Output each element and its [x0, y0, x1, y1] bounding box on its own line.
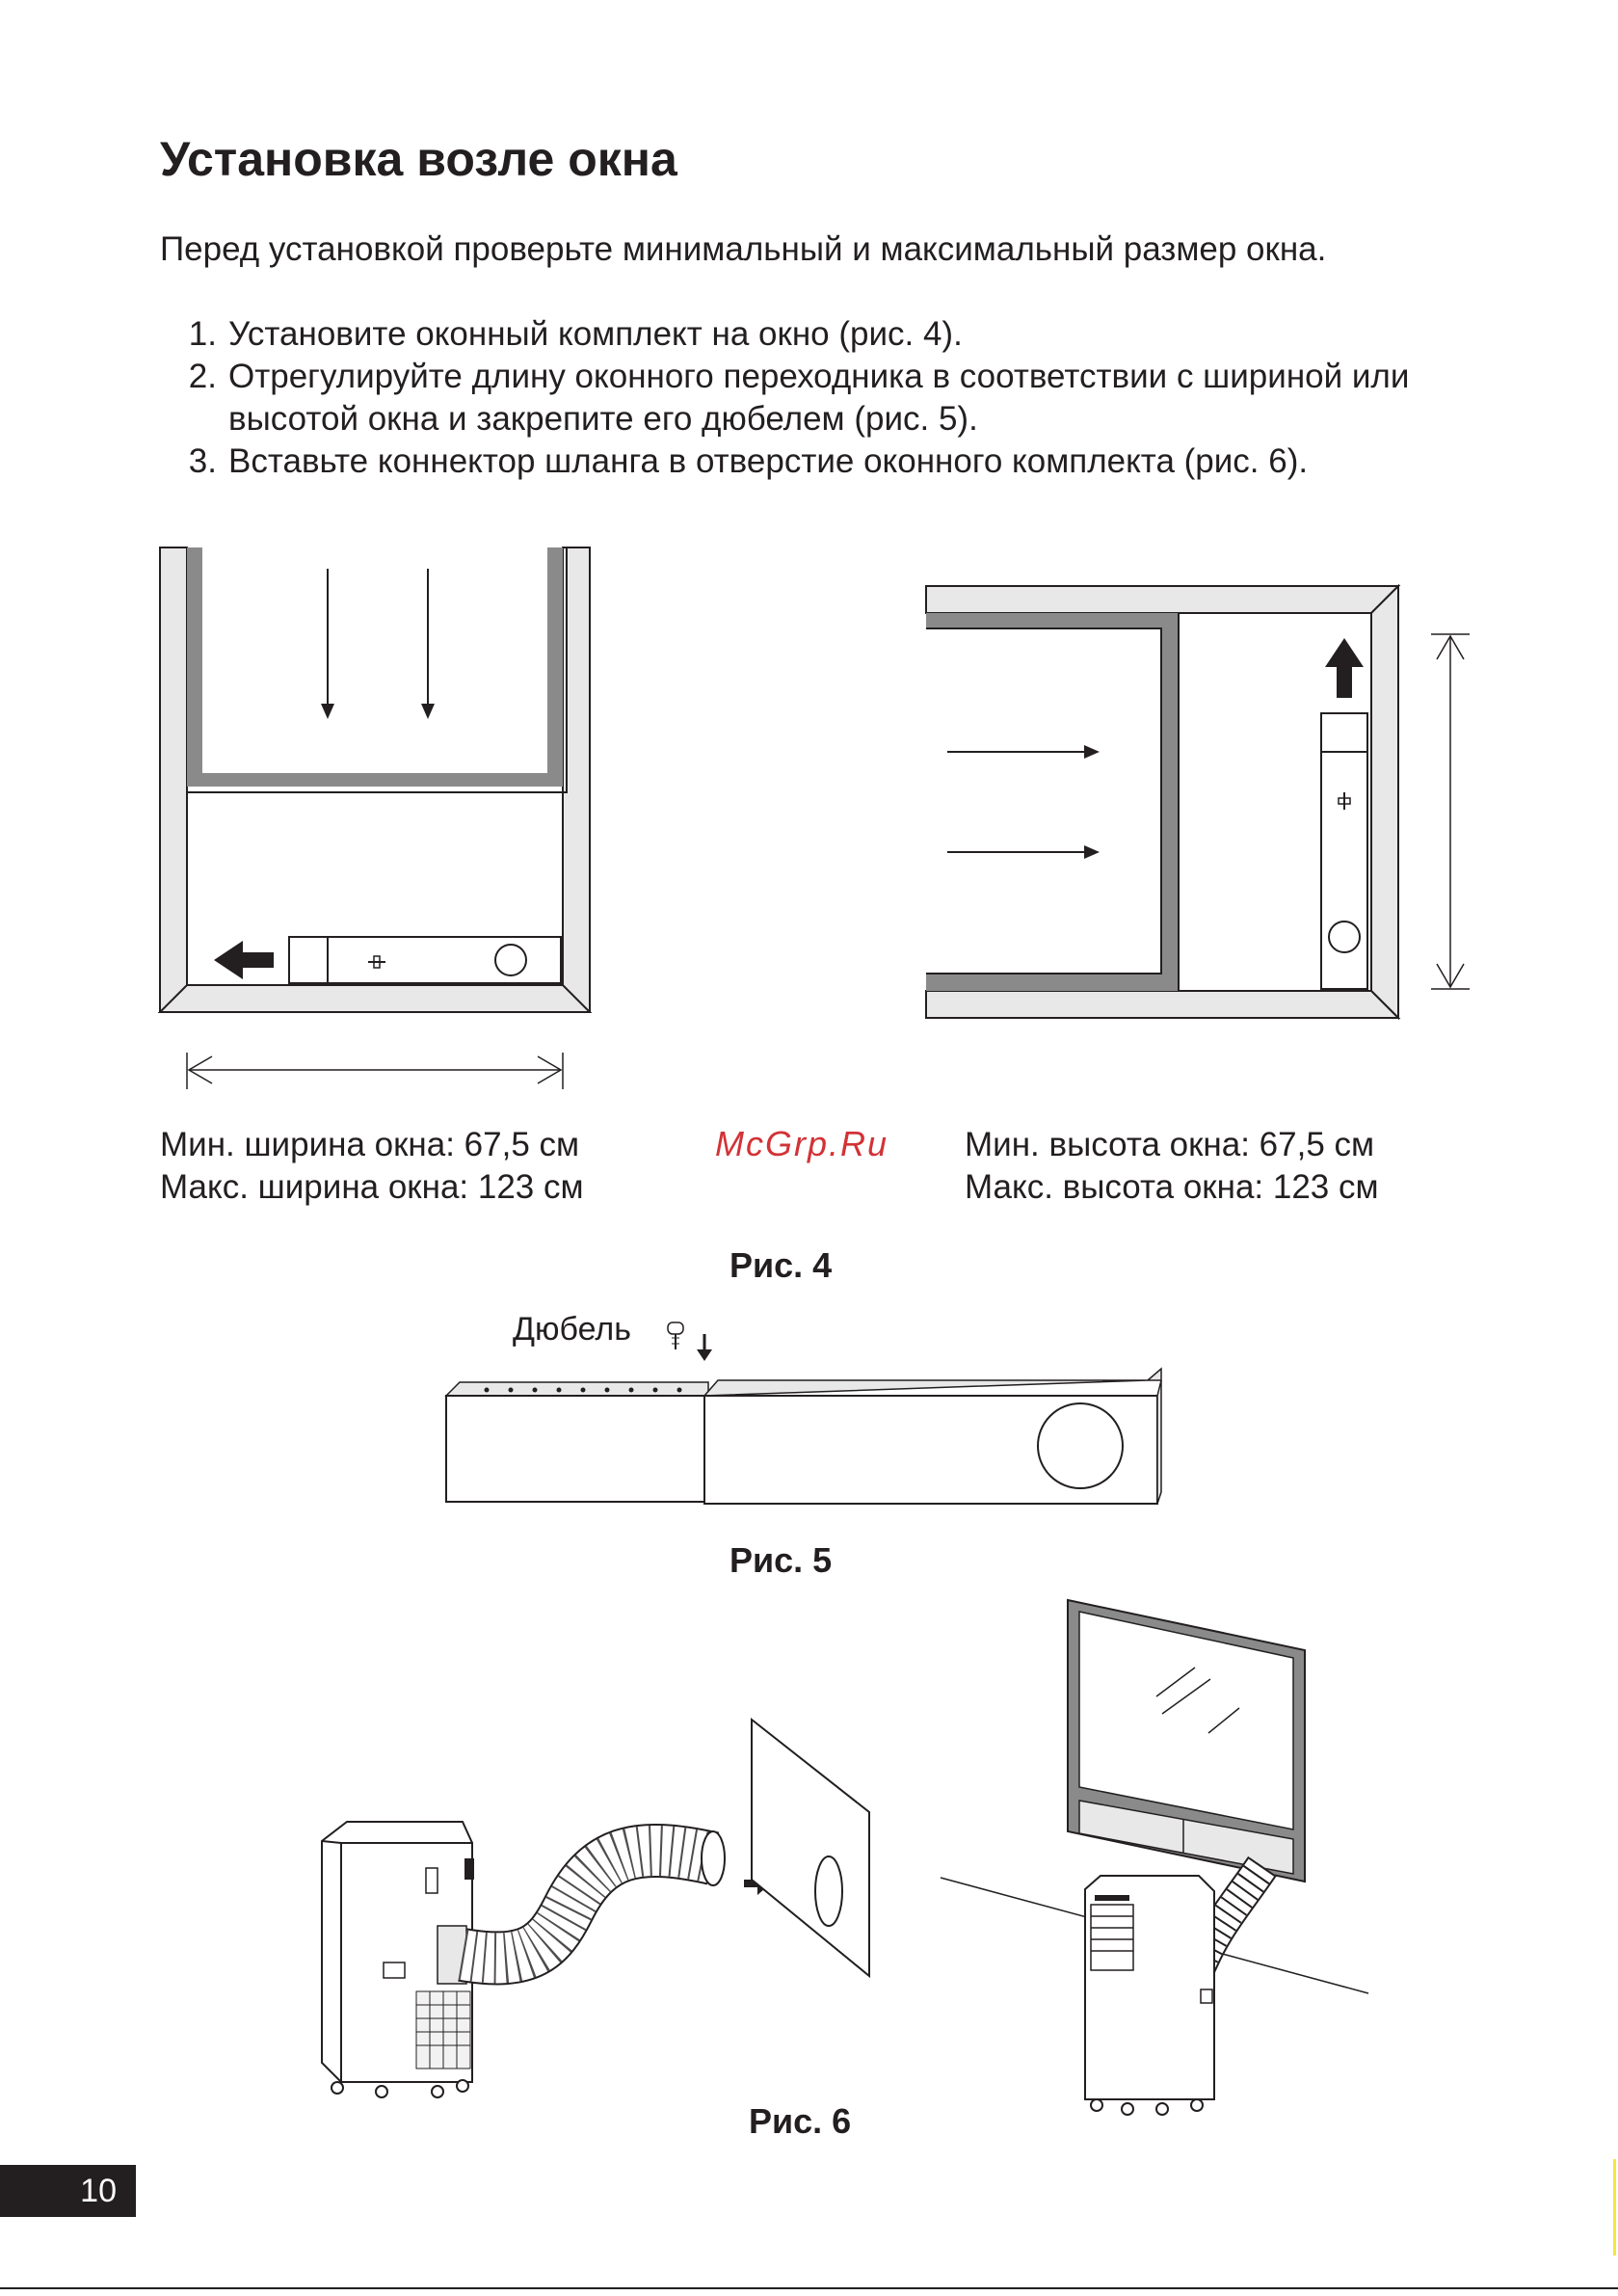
step-text: Установите оконный комплект на окно (рис. 4).: [228, 315, 963, 353]
step-number: 2.: [188, 358, 217, 395]
edge-mark: [1613, 2159, 1616, 2256]
fig4-height-diagram: [920, 578, 1479, 1031]
list-item: [160, 441, 1500, 483]
max-width-caption: Макс. ширина окна: 123 см: [160, 1168, 584, 1206]
step-text: Отрегулируйте длину оконного переходника в соответствии с шириной или высотой окна и закрепите его дюбелем (рис. 5).: [228, 358, 1410, 438]
fig4-width-diagram: [154, 540, 597, 1099]
step-text: Вставьте коннектор шланга в отверстие оконного комплекта (рис. 6).: [228, 442, 1309, 480]
fig5-adapter-diagram: [438, 1311, 1171, 1513]
min-width-caption: Мин. ширина окна: 67,5 см: [160, 1126, 580, 1163]
air-conditioner-left: [322, 1822, 474, 2097]
fig5-label: Рис. 5: [729, 1540, 833, 1580]
list-item: [160, 356, 1500, 441]
page-number: [0, 2173, 136, 2210]
max-height-caption: Макс. высота окна: 123 см: [965, 1168, 1379, 1206]
air-conditioner-right: [1085, 1876, 1214, 2115]
hose-left: [463, 1831, 725, 1958]
dowel-icon: [668, 1322, 683, 1349]
watermark: McGrp.Ru: [715, 1124, 889, 1163]
fig6-label: Рис. 6: [749, 2101, 852, 2141]
list-item: [160, 313, 1500, 356]
bottom-rule: [0, 2287, 1618, 2289]
min-height-caption: Мин. высота окна: 67,5 см: [965, 1126, 1375, 1163]
fig6-installation-diagram: [308, 1590, 1397, 2130]
page-number-text: 10: [80, 2173, 117, 2209]
page-title: Установка возле окна: [160, 132, 677, 186]
intro-paragraph: Перед установкой проверьте минимальный и максимальный размер окна.: [160, 230, 1327, 268]
step-number: 3.: [188, 442, 217, 480]
fig4-label: Рис. 4: [729, 1245, 833, 1285]
dowel-label: Дюбель: [513, 1311, 631, 1348]
step-number: 1.: [188, 315, 217, 353]
window-right: [1068, 1600, 1305, 1882]
steps-list: [160, 313, 1500, 483]
